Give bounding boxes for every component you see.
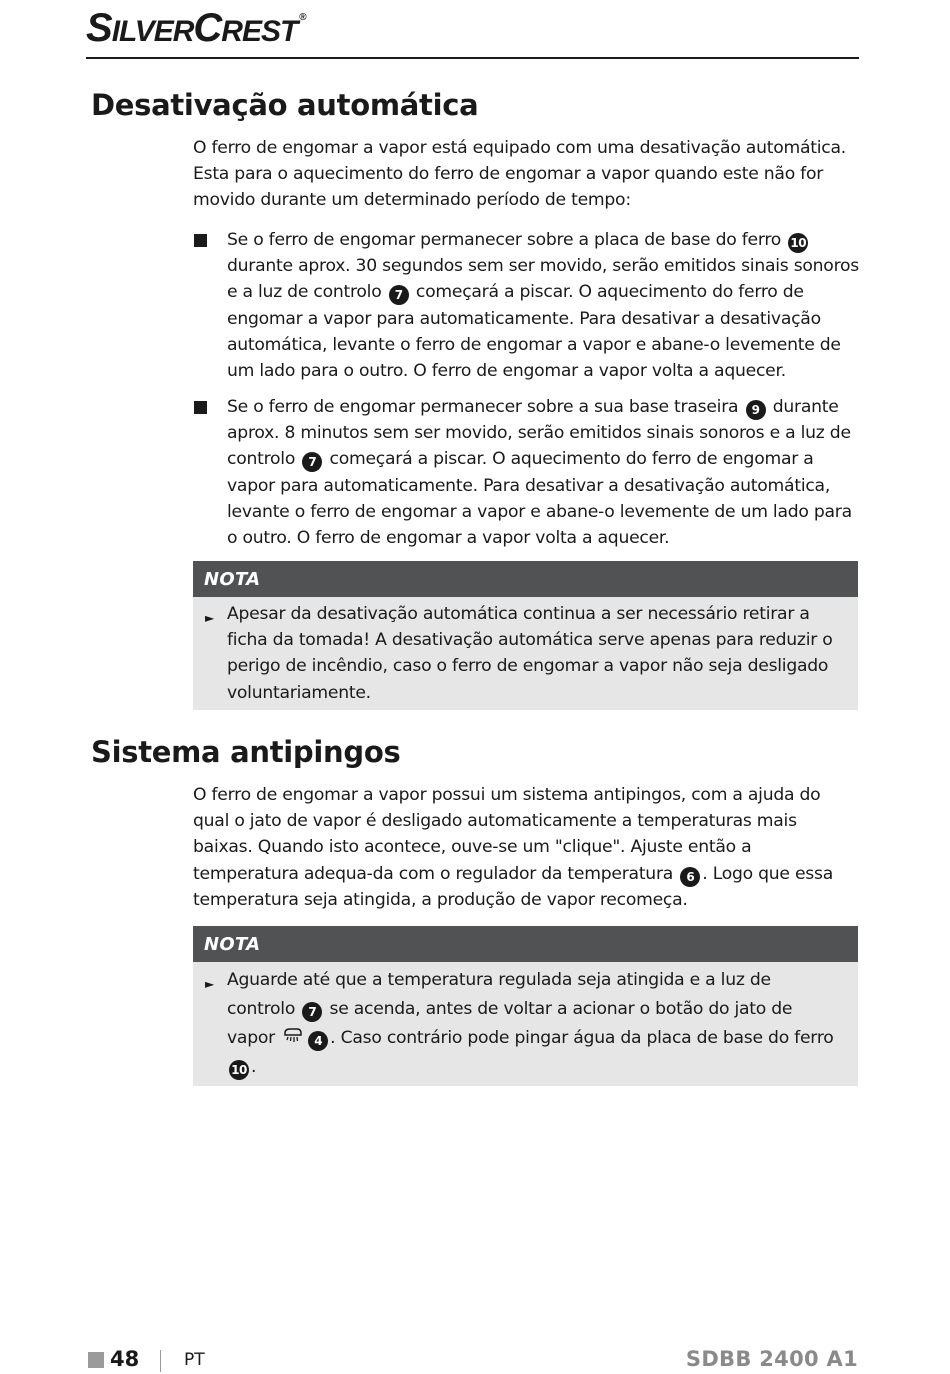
language-code: PT xyxy=(184,1350,205,1370)
note-text: Apesar da desativação automática continua a ser necessário retirar a ficha da tomada! A desativação automática serve apenas para reduzir o perigo de incêndio, caso o ferro de engomar a vapor não seja desligado voluntariamente. xyxy=(227,604,833,703)
logo-letters: ILVER xyxy=(111,15,194,48)
section-title-auto-off: Desativação automática xyxy=(91,88,479,122)
logo-letter: C xyxy=(193,6,222,50)
footer-square-icon xyxy=(88,1352,104,1368)
part-number-badge: 7 xyxy=(302,1002,322,1022)
part-number-badge: 4 xyxy=(308,1031,328,1051)
note-box xyxy=(193,561,858,710)
note-box xyxy=(193,926,858,1086)
header-rule xyxy=(86,57,859,59)
part-number-badge: 7 xyxy=(389,285,409,305)
note-body: ► Aguarde até que a temperatura regulada seja atingida e a luz de controlo 7 se acenda, antes de voltar a acionar o botão do jato de vapor 4 . Caso contrário pode pingar água da placa de base do ferro 10 . xyxy=(193,962,858,1086)
logo-letters: REST xyxy=(221,15,298,48)
part-number-badge: 7 xyxy=(302,452,322,472)
logo-letter: S xyxy=(86,6,112,50)
anti-drip-intro: O ferro de engomar a vapor possui um sistema antipingos, com a ajuda do qual o jato de vapor é desligado automaticamente a temperaturas mais baixas. Quando isto acontece, ouve-se um "clique". Ajuste então a temperatura adequa-da com o regulador da temperatura 6 . Logo que essa temperatura seja atingida, a produção de vapor recomeça. xyxy=(193,785,833,910)
auto-off-intro: O ferro de engomar a vapor está equipado com uma desativação automática. Esta para o aquecimento do ferro de engomar a vapor quando este não for movido durante um determinado período de tempo: xyxy=(193,138,846,211)
bullet-square-icon xyxy=(194,234,207,247)
steam-jet-icon xyxy=(282,1027,304,1047)
list-item-text: Se o ferro de engomar permanecer sobre a placa de base do ferro 10 durante aprox. 30 segundos sem ser movido, serão emitidos sinais sonoros e a luz de controlo 7 começará a piscar. O aquecimento do ferro de engomar a vapor para automaticamente. Para desativar a desativação automática, levante o ferro de engomar a vapor e abane-o levemente de um lado para o outro. O ferro de engomar a vapor volta a aquecer. xyxy=(227,230,859,382)
part-number-badge: 9 xyxy=(746,400,766,420)
note-heading: NOTA xyxy=(193,926,858,962)
registered-mark: ® xyxy=(299,12,306,23)
footer-divider xyxy=(160,1350,161,1372)
note-body xyxy=(193,597,858,710)
list-item xyxy=(193,227,861,384)
note-heading: NOTA xyxy=(193,561,858,597)
part-number-badge: 10 xyxy=(229,1060,249,1080)
arrow-right-icon: ► xyxy=(205,611,214,625)
page-number: 48 xyxy=(110,1347,140,1371)
arrow-right-icon: ► xyxy=(205,977,214,991)
part-number-badge: 6 xyxy=(680,867,700,887)
list-item xyxy=(193,394,861,551)
part-number-badge: 10 xyxy=(788,233,808,253)
list-item-text: Se o ferro de engomar permanecer sobre a sua base traseira 9 durante aprox. 8 minutos sem ser movido, serão emitidos sinais sonoros e a luz de controlo 7 começará a piscar. O aquecimento do ferro de engomar a vapor para automaticamente. Para desativar a desativação automática, levante o ferro de engomar a vapor e abane-o levemente de um lado para o outro. O ferro de engomar a vapor volta a aquecer. xyxy=(227,397,852,549)
model-number: SDBB 2400 A1 xyxy=(685,1347,858,1371)
brand-logo xyxy=(86,6,306,51)
bullet-square-icon xyxy=(194,401,207,414)
section-title-anti-drip: Sistema antipingos xyxy=(91,735,401,769)
